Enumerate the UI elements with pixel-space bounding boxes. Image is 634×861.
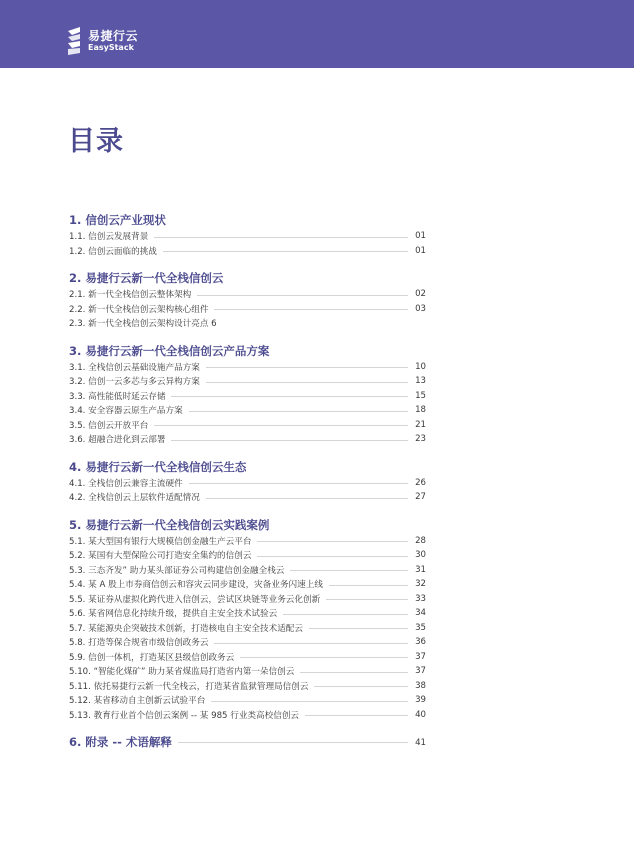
toc-page-number: 36 [415,637,426,648]
toc-section [69,517,426,723]
toc-entry[interactable] [69,606,426,621]
toc-entry[interactable] [69,534,426,549]
toc-page-number: 02 [415,289,426,300]
toc-entry-label: 3.1. 全栈信创云基础设施产品方案 [69,362,200,373]
toc-leader-line [171,396,408,397]
toc-entry[interactable] [69,403,426,418]
toc-page-number: 38 [415,680,426,691]
toc-entry-label: 4.2. 全栈信创云上层软件适配情况 [69,493,200,504]
toc-leader-line [171,440,408,441]
toc-entry[interactable] [69,432,426,447]
toc-entry-label: 1.1. 信创云发展背景 [69,232,149,243]
table-of-contents [69,212,426,751]
toc-page-number: 37 [415,651,426,662]
logo-chinese-name: 易捷行云 [88,29,139,43]
toc-leader-line [305,715,408,716]
toc-section [69,270,426,331]
toc-entry-label: 2.3. 新一代全栈信创云架构设计亮点 6 [69,319,217,330]
toc-entry-label: 5.4. 某 A 股上市券商信创云和容灾云同步建设，灾备业务闪速上线 [69,580,323,591]
toc-entry[interactable] [69,418,426,433]
toc-entry-label: 3.6. 超融合进化到云部署 [69,435,166,446]
toc-page-number: 26 [415,477,426,488]
toc-entry-label: 1.2. 信创云面临的挑战 [69,246,157,257]
toc-entry[interactable] [69,360,426,375]
toc-entry[interactable] [69,316,426,331]
toc-leader-line [178,742,408,743]
toc-entry[interactable] [69,476,426,491]
toc-appendix-entry[interactable] [69,734,426,751]
toc-entry-label: 4.1. 全栈信创云兼容主流硬件 [69,478,183,489]
toc-entry[interactable] [69,302,426,317]
toc-page-number: 35 [415,622,426,633]
toc-entry-label: 2.1. 新一代全栈信创云整体架构 [69,290,192,301]
toc-leader-line [257,541,408,542]
toc-entry-label: 5.5. 某证券从虚拟化跨代进入信创云，尝试区块链等业务云化创新 [69,594,321,605]
page-header-band [0,0,634,68]
toc-section [69,212,426,258]
toc-section-title: 6. 附录 -- 术语解释 [69,735,172,749]
toc-section [69,459,426,505]
toc-entry[interactable] [69,664,426,679]
toc-entry-label: 5.7. 某能源央企突破技术创新，打造核电自主安全技术适配云 [69,623,303,634]
toc-leader-line [326,599,408,600]
toc-entry-label: 3.4. 安全容器云原生产品方案 [69,406,183,417]
toc-entry[interactable] [69,548,426,563]
toc-page-number: 37 [415,666,426,677]
toc-leader-line [206,367,408,368]
toc-entry-label: 3.2. 信创一云多芯与多云异构方案 [69,377,200,388]
toc-page-number: 01 [415,231,426,242]
toc-entry-label: 5.6. 某省网信息化持续升级，提供自主安全技术试验云 [69,609,278,620]
toc-entry[interactable] [69,563,426,578]
toc-page-number: 28 [415,535,426,546]
toc-section-title[interactable]: 4. 易捷行云新一代全栈信创云生态 [69,459,247,474]
toc-entry-label: 5.8. 打造等保合规省市级信创政务云 [69,638,209,649]
toc-entry[interactable] [69,679,426,694]
toc-page-number: 15 [415,390,426,401]
toc-leader-line [211,701,408,702]
toc-leader-line [290,570,408,571]
toc-entry-label: 5.3. 三态齐发” 助力某头部证券公司构建信创金融全栈云 [69,565,285,576]
toc-page-number: 27 [415,492,426,503]
page-title: 目录 [68,126,124,157]
toc-entry-label: 5.9. 信创一体机，打造某区县级信创政务云 [69,652,235,663]
toc-page-number: 32 [415,579,426,590]
toc-leader-line [189,483,408,484]
toc-entry-label: 5.1. 某大型国有银行大规模信创金融生产云平台 [69,536,252,547]
toc-entry-label: 3.3. 高性能低时延云存储 [69,391,166,402]
toc-entry[interactable] [69,229,426,244]
toc-leader-line [283,614,408,615]
toc-leader-line [189,411,408,412]
toc-leader-line [214,309,408,310]
toc-leader-line [257,556,408,557]
toc-entry-label: 5.12. 某省移动自主创新云试验平台 [69,696,206,707]
toc-page-number: 30 [415,550,426,561]
toc-leader-line [240,657,408,658]
easystack-logo-icon [66,27,84,55]
toc-page-number: 40 [415,709,426,720]
toc-leader-line [214,643,408,644]
toc-page-number: 10 [415,361,426,372]
toc-entry[interactable] [69,621,426,636]
toc-entry-label: 5.10. “智能化煤矿” 助力某省煤监局打造省内第一朵信创云 [69,667,295,678]
toc-leader-line [329,585,408,586]
toc-leader-line [163,251,408,252]
toc-page-number: 31 [415,564,426,575]
toc-section-title[interactable]: 5. 易捷行云新一代全栈信创云实践案例 [69,517,270,532]
toc-entry-label: 5.2. 某国有大型保险公司打造安全集约的信创云 [69,551,252,562]
toc-entry-label: 5.13. 教育行业首个信创云案例 -- 某 985 行业类高校信创云 [69,710,300,721]
toc-entry[interactable] [69,490,426,505]
toc-page-number: 21 [415,419,426,430]
company-logo [66,27,138,55]
toc-leader-line [300,672,408,673]
toc-leader-line [309,628,408,629]
toc-page-number: 01 [415,245,426,256]
toc-leader-line [154,237,408,238]
toc-entry[interactable] [69,389,426,404]
toc-entry[interactable] [69,374,426,389]
toc-leader-line [197,295,408,296]
toc-entry[interactable] [69,635,426,650]
toc-section-title[interactable]: 2. 易捷行云新一代全栈信创云 [69,271,224,285]
toc-entry-label: 3.5. 信创云开放平台 [69,420,149,431]
toc-page-number: 34 [415,608,426,619]
toc-page-number: 23 [415,434,426,445]
toc-page-number: 39 [415,695,426,706]
logo-english-name: EasyStack [88,43,134,52]
toc-page-number: 03 [415,303,426,314]
toc-entry[interactable] [69,287,426,302]
toc-entry[interactable] [69,708,426,723]
toc-entry[interactable] [69,577,426,592]
toc-leader-line [314,686,408,687]
toc-leader-line [206,382,408,383]
toc-section-title[interactable]: 3. 易捷行云新一代全栈信创云产品方案 [69,343,270,358]
toc-section-title[interactable]: 1. 信创云产业现状 [69,213,166,227]
toc-page-number: 41 [415,737,426,748]
toc-leader-line [206,498,408,499]
toc-entry[interactable] [69,592,426,607]
toc-page-number: 13 [415,376,426,387]
toc-entry[interactable] [69,650,426,665]
toc-page-number: 18 [415,405,426,416]
toc-section [69,343,426,447]
toc-entry[interactable] [69,693,426,708]
toc-entry[interactable] [69,244,426,259]
toc-page-number: 33 [415,593,426,604]
toc-leader-line [154,425,408,426]
toc-entry-label: 2.2. 新一代全栈信创云架构核心组件 [69,304,209,315]
toc-entry-label: 5.11. 依托易捷行云新一代全栈云，打造某省监狱管理局信创云 [69,681,309,692]
